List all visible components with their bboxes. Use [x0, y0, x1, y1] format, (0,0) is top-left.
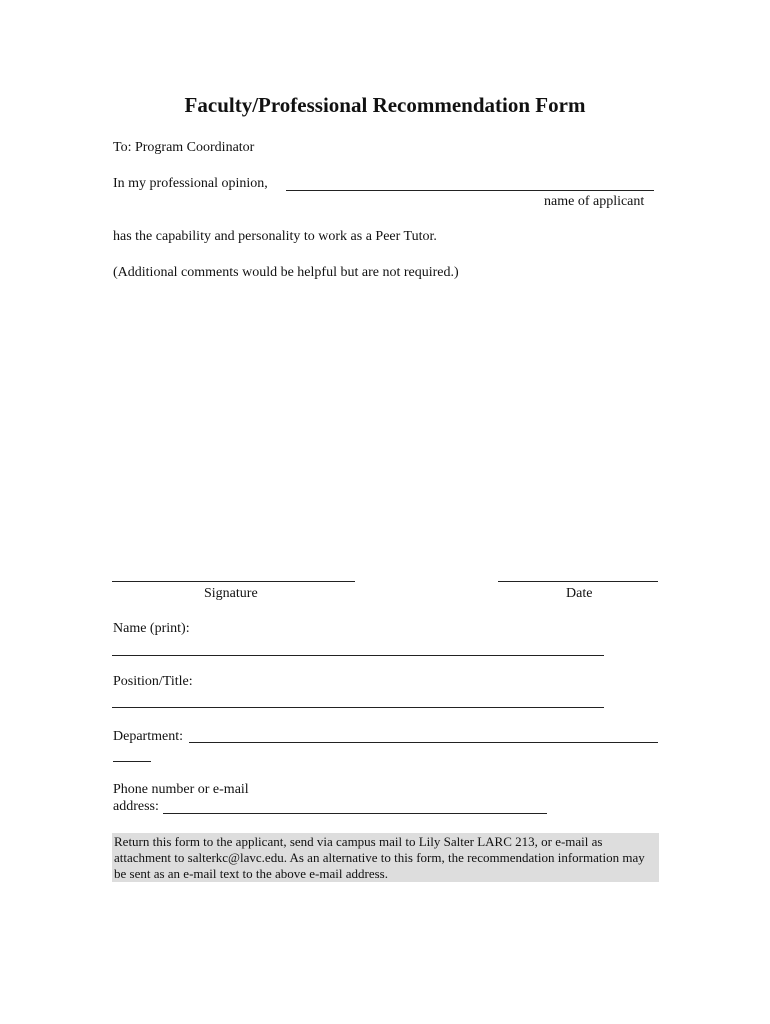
comments-note: (Additional comments would be helpful but are not required.): [113, 265, 459, 280]
department-label: Department:: [113, 729, 183, 744]
contact-label-line1: Phone number or e-mail: [113, 782, 249, 797]
form-title: Faculty/Professional Recommendation Form: [184, 93, 586, 117]
capability-text: has the capability and personality to work as a Peer Tutor.: [113, 229, 437, 244]
department-line[interactable]: [189, 742, 658, 743]
position-label: Position/Title:: [113, 674, 193, 689]
position-line[interactable]: [112, 707, 604, 708]
contact-line[interactable]: [163, 813, 547, 814]
name-label: Name (print):: [113, 621, 190, 636]
date-label: Date: [566, 586, 593, 601]
applicant-name-line[interactable]: [286, 190, 654, 191]
signature-label: Signature: [204, 586, 258, 601]
department-line-continued[interactable]: [113, 761, 151, 762]
return-instructions: Return this form to the applicant, send via campus mail to Lily Salter LARC 213, or e-mail as attachment to salterkc@lavc.edu. As an alternative to this form, the recommendation information may be sent as an e-mail text to the above e-mail address.: [112, 833, 659, 882]
to-line: To: Program Coordinator: [113, 140, 255, 155]
opinion-prefix: In my professional opinion,: [113, 176, 268, 191]
date-line[interactable]: [498, 581, 658, 582]
applicant-caption: name of applicant: [544, 194, 645, 209]
contact-label-line2: address:: [113, 799, 159, 814]
name-line[interactable]: [112, 655, 604, 656]
signature-line[interactable]: [112, 581, 355, 582]
